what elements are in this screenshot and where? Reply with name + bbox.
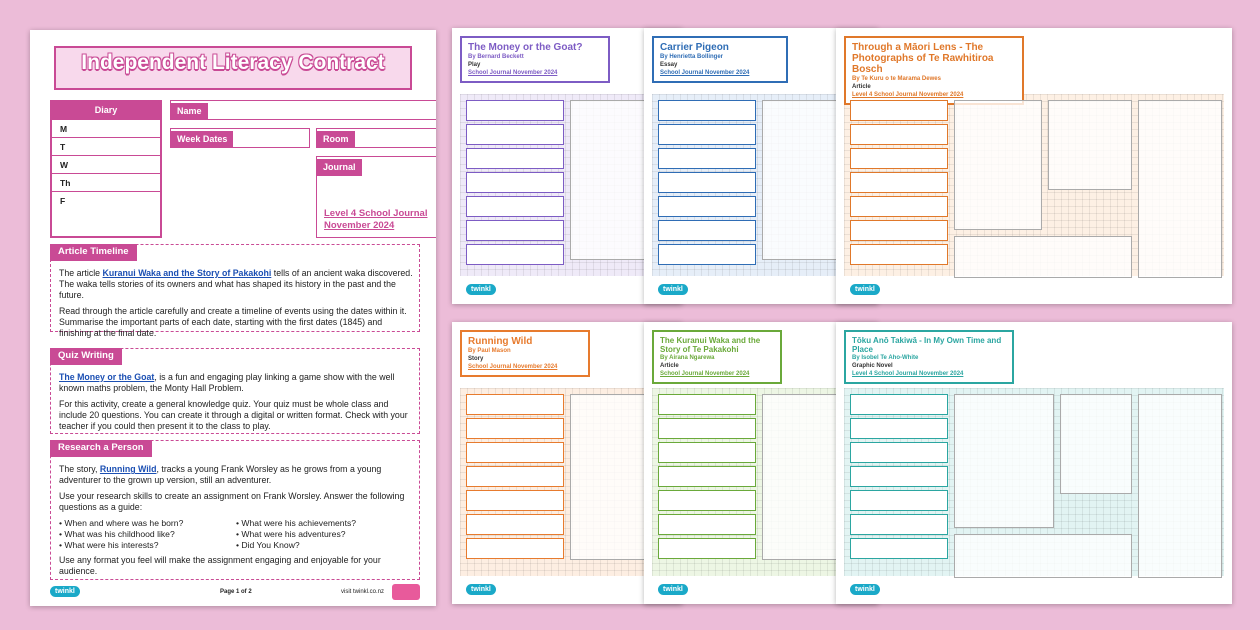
diary-day[interactable]: Th (52, 173, 160, 191)
sheet-journal: School Journal November 2024 (468, 364, 558, 370)
research-section (50, 440, 420, 580)
section-label: Research a Person (50, 440, 152, 457)
twinkl-logo: twinkl (50, 586, 80, 597)
twinkl-logo: twinkl (466, 284, 496, 295)
page-number: Page 1 of 2 (220, 589, 252, 595)
journal-value[interactable]: Level 4 School Journal November 2024 (324, 208, 428, 231)
research-closing: Use any format you feel will make the assignment engaging and enjoyable for your audience. (59, 555, 381, 576)
sheet-journal: Level 4 School Journal November 2024 (852, 92, 964, 98)
play-link[interactable]: The Money or the Goat (59, 372, 155, 382)
research-question: • Did You Know? (236, 540, 300, 550)
sheet-title-card (652, 36, 788, 83)
sheet-title: Carrier Pigeon (660, 42, 729, 53)
sheet-journal: School Journal November 2024 (468, 70, 558, 76)
sheet-author: By Isobel Te Aho-White (852, 355, 919, 361)
research-question: • What was his childhood like? (59, 529, 175, 539)
research-question: • When and where was he born? (59, 518, 184, 528)
research-question: • What were his adventures? (236, 529, 346, 539)
sheet-title: The Kuranui Waka and the Story of Te Pakakohi (660, 336, 761, 354)
info-grid (50, 100, 436, 238)
diary-table (50, 100, 162, 238)
room-label: Room (317, 131, 355, 148)
sheet-type: Article (852, 84, 871, 90)
section-label: Quiz Writing (50, 348, 122, 365)
sheet-maori-lens[interactable] (836, 28, 1232, 304)
article-link[interactable]: Kuranui Waka and the Story of Pakakohi (102, 268, 272, 278)
name-label: Name (171, 103, 208, 120)
research-question: • What were his achievements? (236, 518, 357, 528)
site-link[interactable]: visit twinkl.co.nz (340, 589, 384, 595)
diary-day[interactable]: W (52, 155, 160, 173)
quiz-writing-section (50, 348, 420, 434)
sheet-type: Play (468, 62, 481, 68)
sheet-title: Running Wild (468, 336, 533, 347)
contract-page (30, 30, 436, 606)
sheet-title-card (844, 330, 1014, 384)
sheet-type: Essay (660, 62, 678, 68)
journal-label: Journal (317, 159, 362, 176)
twinkl-logo: twinkl (850, 284, 880, 295)
room-field[interactable] (316, 128, 436, 148)
sheet-title-card (460, 330, 590, 377)
week-dates-field[interactable] (170, 128, 310, 148)
sheet-type: Story (468, 356, 484, 362)
sheet-title-card (844, 36, 1024, 105)
diary-day[interactable]: F (52, 191, 160, 209)
article-timeline-section (50, 244, 420, 338)
research-questions (59, 518, 413, 551)
sheet-author: By Bernard Beckett (468, 54, 524, 60)
research-question: • What were his interests? (59, 540, 159, 550)
sheet-journal: Level 4 School Journal November 2024 (852, 371, 964, 377)
twinkl-logo: twinkl (658, 584, 688, 595)
sheet-title: Tōku Anō Takiwā - In My Own Time and Place (852, 336, 1002, 354)
sheet-title-card (460, 36, 610, 83)
sheet-author: By Airana Ngarewa (660, 355, 715, 361)
week-dates-label: Week Dates (171, 131, 233, 148)
section-label: Article Timeline (50, 244, 137, 261)
sheet-journal: School Journal November 2024 (660, 70, 750, 76)
quiz-task: For this activity, create a general knowledge quiz. Your quiz must be whole class and include 20 questions. You can create it through a digital or written format. Check with your teacher if you could then present it to the class to play. (59, 399, 408, 431)
sheet-title-card (652, 330, 782, 384)
twinkl-logo: twinkl (850, 584, 880, 595)
timeline-intro: The article Kuranui Waka and the Story of Pakakohi tells of an ancient waka discovered. The waka tells stories of its owners and what has shaped its history in the past and the future. (59, 268, 413, 300)
sheet-title: The Money or the Goat? (468, 42, 583, 53)
sheet-title: Through a Māori Lens - The Photographs of Te Rawhitiroa Bosch (852, 42, 994, 75)
research-task: Use your research skills to create an assignment on Frank Worsley. Answer the following questions as a guide: (59, 491, 405, 512)
sheet-author: By Paul Mason (468, 348, 511, 354)
sheet-type: Graphic Novel (852, 363, 893, 369)
contract-title: Independent Literacy Contract (81, 51, 385, 74)
timeline-task: Read through the article carefully and create a timeline of events using the dates within it. Summarise the important parts of each date, starting with the first dates (1845) and finishing at the final date. (59, 306, 407, 338)
brand-badge-icon (392, 584, 420, 600)
diary-day[interactable]: M (52, 119, 160, 137)
sheet-journal: School Journal November 2024 (660, 371, 750, 377)
page-footer (50, 584, 420, 600)
research-intro: The story, Running Wild, tracks a young Frank Worsley as he grows from a young adventurer to the grown up version, still an adventurer. (59, 464, 382, 485)
contract-title-banner (54, 46, 412, 90)
sheet-toku-ano-takiwa[interactable] (836, 322, 1232, 604)
sheet-type: Article (660, 363, 679, 369)
name-field[interactable] (170, 100, 436, 120)
quiz-intro: The Money or the Goat, is a fun and engaging play linking a game show with the well known maths problem, the Monty Hall Problem. (59, 372, 395, 393)
story-link[interactable]: Running Wild (99, 464, 157, 474)
twinkl-logo: twinkl (466, 584, 496, 595)
twinkl-logo: twinkl (658, 284, 688, 295)
diary-day[interactable]: T (52, 137, 160, 155)
diary-header: Diary (52, 102, 160, 119)
sheet-author: By Te Kuru o te Marama Dewes (852, 76, 941, 82)
sheet-author: By Henrietta Bollinger (660, 54, 724, 60)
